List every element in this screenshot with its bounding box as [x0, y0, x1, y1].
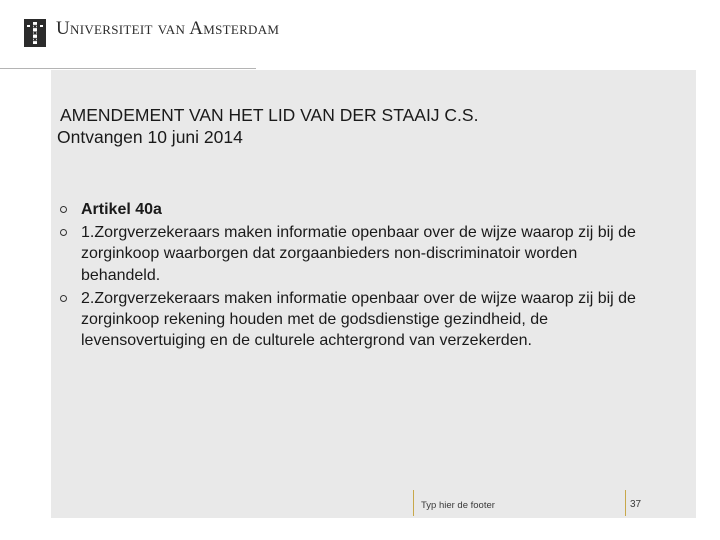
footer-divider-right: [625, 490, 626, 516]
logo-text: Universiteit van Amsterdam: [56, 18, 280, 39]
bullet-icon: [60, 206, 67, 213]
bullet-text: Artikel 40a: [81, 201, 162, 218]
bullet-text: 1.Zorgverzekeraars maken informatie openbaar over de wijze waarop zij bij de zorginkoop waarborgen dat zorgaanbieders non-discriminatoir worden behandeld.: [81, 224, 636, 284]
bullet-icon: [60, 295, 67, 302]
header-divider: [0, 68, 256, 69]
header: [0, 0, 720, 70]
title-line-1: AMENDEMENT VAN HET LID VAN DER STAAIJ C.S.: [60, 105, 479, 125]
bullet-text: 2.Zorgverzekeraars maken informatie openbaar over de wijze waarop zij bij de zorginkoop rekening houden met de godsdienstige gezindheid, de levensovertuiging en de culturele achtergrond van verzekerden.: [81, 289, 636, 350]
title-line-2: Ontvangen 10 juni 2014: [57, 127, 243, 147]
bullet-item: [60, 222, 660, 286]
footer-text: Typ hier de footer: [421, 500, 495, 511]
bullet-list: [60, 199, 660, 353]
footer-divider-left: [413, 490, 414, 516]
uva-crest-icon: [24, 19, 46, 47]
slide-title: [57, 104, 478, 148]
bullet-item: [60, 288, 660, 352]
bullet-item: [60, 199, 660, 220]
bullet-icon: [60, 229, 67, 236]
page-number: 37: [630, 499, 642, 510]
